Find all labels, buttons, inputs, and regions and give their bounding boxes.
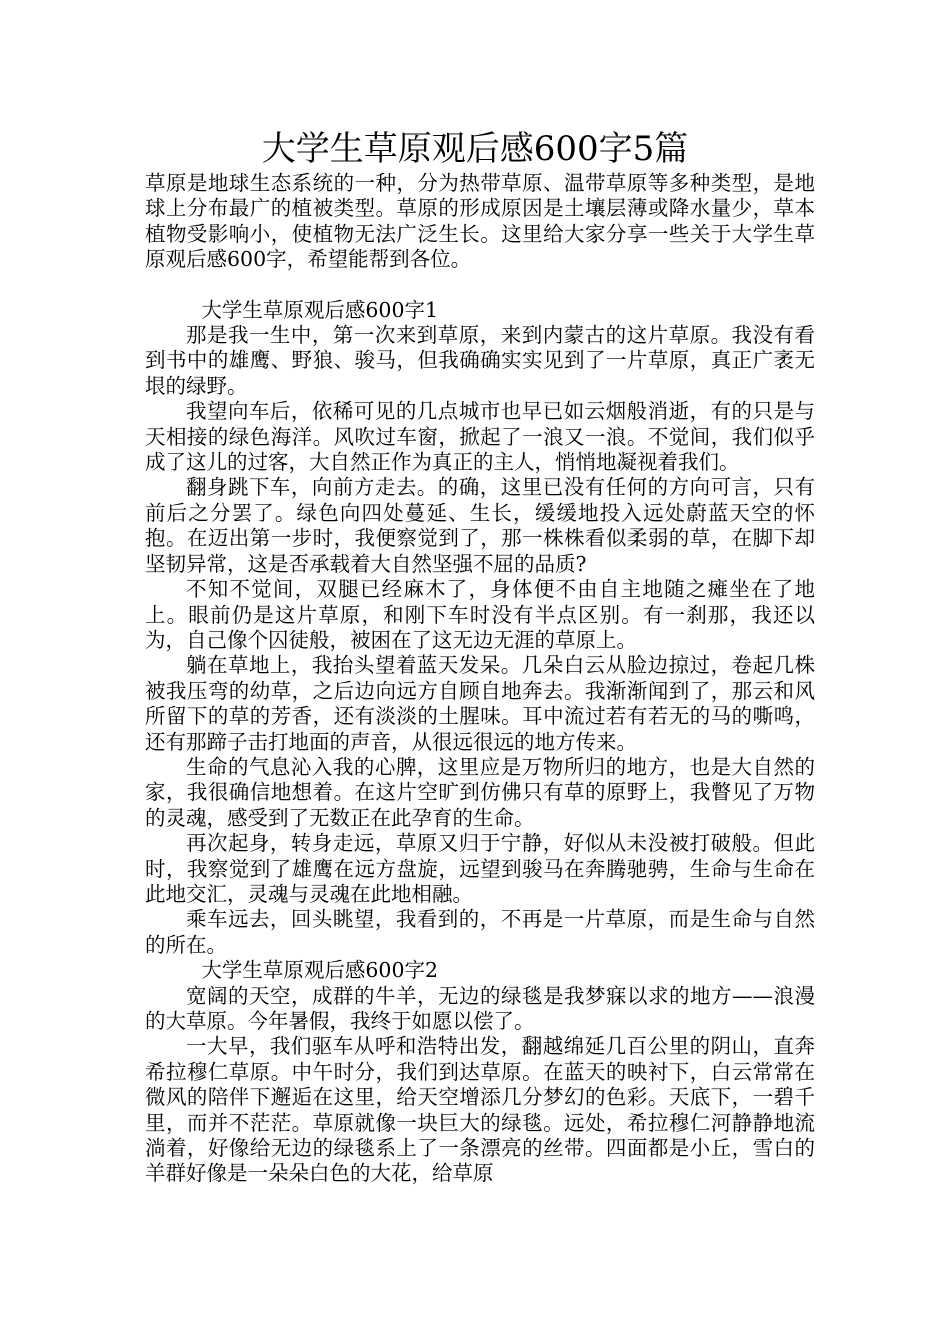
section-1-paragraph-4: 不知不觉间，双腿已经麻木了，身体便不由自主地随之瘫坐在了地上。眼前仍是这片草原，和刚下车时没有半点区别。有一刹那，我还以为，自己像个囚徒般，被困在了这无边无涯的草原上。 [145, 577, 815, 652]
section-1-paragraph-8: 乘车远去，回头眺望，我看到的，不再是一片草原，而是生命与自然的所在。 [145, 907, 815, 957]
section-2-paragraph-1: 宽阔的天空，成群的牛羊，无边的绿毯是我梦寐以求的地方——浪漫的大草原。今年暑假，我终于如愿以偿了。 [145, 983, 815, 1033]
section-1-paragraph-3: 翻身跳下车，向前方走去。的确，这里已没有任何的方向可言，只有前后之分罢了。绿色向四处蔓延、生长，缓缓地投入远处蔚蓝天空的怀抱。在迈出第一步时，我便察觉到了，那一株株看似柔弱的草，在脚下却坚韧异常，这是否承载着大自然坚强不屈的品质? [145, 475, 815, 576]
section-heading-2: 大学生草原观后感600字2 [201, 958, 439, 983]
section-1-paragraph-1: 那是我一生中，第一次来到草原，来到内蒙古的这片草原。我没有看到书中的雄鹰、野狼、骏马，但我确确实实见到了一片草原，真正广袤无垠的绿野。 [145, 323, 815, 398]
section-1-paragraph-6: 生命的气息沁入我的心脾，这里应是万物所归的地方，也是大自然的家，我很确信地想着。在这片空旷到仿佛只有草的原野上，我瞥见了万物的灵魂，感受到了无数正在此孕育的生命。 [145, 754, 815, 830]
section-2-paragraph-2: 一大早，我们驱车从呼和浩特出发，翻越绵延几百公里的阴山，直奔希拉穆仁草原。中午时分，我们到达草原。在蓝天的映衬下，白云常常在微风的陪伴下邂逅在这里，给天空增添几分梦幻的色彩。天底下，一碧千里，而并不茫茫。草原就像一块巨大的绿毯。远处，希拉穆仁河静静地流淌着，好像给无边的绿毯系上了一条漂亮的丝带。四面都是小丘，雪白的羊群好像是一朵朵白色的大花，给草原 [145, 1034, 815, 1186]
document-body [145, 171, 815, 1187]
document-title: 大学生草原观后感600字5篇 [261, 129, 689, 169]
section-1-paragraph-5: 躺在草地上，我抬头望着蓝天发呆。几朵白云从脸边掠过，卷起几株被我压弯的幼草，之后边向远方自顾自地奔去。我渐渐闻到了，那云和风所留下的草的芳香，还有淡淡的土腥味。耳中流过若有若无的马的嘶鸣，还有那蹄子击打地面的声音，从很远很远的地方传来。 [145, 653, 815, 754]
intro-paragraph: 草原是地球生态系统的一种，分为热带草原、温带草原等多种类型，是地球上分布最广的植被类型。草原的形成原因是土壤层薄或降水量少，草本植物受影响小，使植物无法广泛生长。这里给大家分享一些关于大学生草原观后感600字，希望能帮到各位。 [145, 171, 815, 272]
section-1-paragraph-2: 我望向车后，依稀可见的几点城市也早已如云烟般消逝，有的只是与天相接的绿色海洋。风吹过车窗，掀起了一浪又一浪。不觉间，我们似乎成了这儿的过客，大自然正作为真正的主人，悄悄地凝视着我们。 [145, 399, 815, 475]
section-1-paragraph-7: 再次起身，转身走远，草原又归于宁静，好似从未没被打破般。但此时，我察觉到了雄鹰在远方盘旋，远望到骏马在奔腾驰骋，生命与生命在此地交汇，灵魂与灵魂在此地相融。 [145, 831, 815, 906]
section-heading-1: 大学生草原观后感600字1 [201, 297, 439, 322]
